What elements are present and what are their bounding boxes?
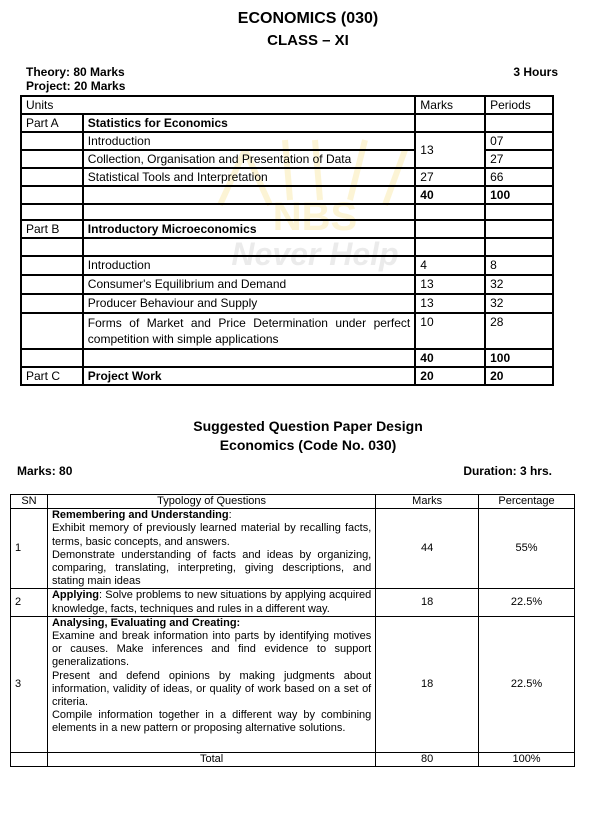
- subtotal-row: [21, 349, 553, 367]
- exam-hours: 3 Hours: [513, 65, 558, 79]
- part-marks: 20: [415, 367, 485, 385]
- row-marks: 44: [376, 509, 479, 589]
- header-typology: Typology of Questions: [47, 495, 375, 509]
- row-sn: 2: [11, 589, 48, 616]
- typology-cell: [47, 509, 375, 589]
- typology-line: Demonstrate understanding of facts and ideas by organizing, comparing, translating, interpreting, giving descriptions, and stating main ideas: [51, 548, 372, 588]
- typology-cell: [47, 589, 375, 616]
- unit-name: Statistical Tools and Interpretation: [83, 168, 415, 186]
- unit-name: Consumer's Equilibrium and Demand: [83, 275, 415, 294]
- header-sn: SN: [11, 495, 48, 509]
- row-percentage: 22.5%: [479, 616, 575, 752]
- design-subtitle: Economics (Code No. 030): [219, 437, 397, 453]
- typology-heading: Analysing, Evaluating and Creating:: [51, 616, 241, 629]
- class-label: CLASS – XI: [267, 32, 349, 49]
- watermark-text-main: NBS: [272, 195, 358, 239]
- part-c-row: [21, 367, 553, 385]
- unit-periods: 27: [485, 150, 553, 168]
- row-sn: 3: [11, 616, 48, 752]
- unit-periods: 32: [485, 294, 553, 313]
- header-marks: Marks: [415, 96, 485, 114]
- subtotal-marks: 40: [415, 186, 485, 204]
- total-label: Total: [47, 752, 375, 766]
- table-header-row: [21, 96, 553, 114]
- document-title: ECONOMICS (030): [237, 10, 379, 27]
- design-title: Suggested Question Paper Design: [193, 418, 423, 434]
- typology-text: Solve problems to new situations by applying acquired knowledge, facts, techniques and rules in a different way.: [51, 589, 372, 615]
- row-percentage: 22.5%: [479, 589, 575, 616]
- heading-suffix: :: [228, 509, 232, 522]
- theory-marks: Theory: 80 Marks: [26, 65, 125, 79]
- table-row: [21, 275, 553, 294]
- part-title: Project Work: [83, 367, 415, 385]
- row-marks: 18: [376, 589, 479, 616]
- design-duration: Duration: 3 hrs.: [463, 464, 552, 478]
- typology-line: Examine and break information into parts by identifying motives or causes. Make inferences and find evidence to support generalizations.: [51, 630, 372, 669]
- unit-name: Producer Behaviour and Supply: [83, 294, 415, 313]
- part-label: Part A: [21, 114, 83, 132]
- part-a-row: [21, 114, 553, 132]
- unit-marks: 13: [415, 275, 485, 294]
- unit-periods: 28: [485, 313, 553, 349]
- table-row: [21, 168, 553, 186]
- unit-name: Collection, Organisation and Presentation of Data: [83, 150, 415, 168]
- spacer-row: [21, 238, 553, 256]
- row-marks: 18: [376, 616, 479, 752]
- unit-name: Forms of Market and Price Determination under perfect competition with simple applications: [83, 313, 415, 349]
- unit-periods: 07: [485, 132, 553, 150]
- typology-line: Compile information together in a different way by combining elements in a new pattern or proposing alternative solutions.: [51, 709, 372, 735]
- table-row: [21, 256, 553, 275]
- unit-marks: 13: [415, 294, 485, 313]
- header-percentage: Percentage: [479, 495, 575, 509]
- header-units: Units: [21, 96, 415, 114]
- total-row: [11, 752, 575, 766]
- typology-heading: Remembering and Understanding: [51, 509, 229, 522]
- subtotal-row: [21, 186, 553, 204]
- table-row: [21, 294, 553, 313]
- header-marks: Marks: [376, 495, 479, 509]
- watermark-text-sub: Never Help: [231, 236, 399, 272]
- part-title: Statistics for Economics: [83, 114, 415, 132]
- typology-line: Exhibit memory of previously learned material by recalling facts, terms, basic concepts, and answers.: [51, 522, 372, 548]
- unit-name: Introduction: [83, 132, 415, 150]
- table-header-row: [11, 495, 575, 509]
- subtotal-periods: 100: [485, 349, 553, 367]
- table-row: [21, 313, 553, 349]
- part-periods: 20: [485, 367, 553, 385]
- part-title: Introductory Microeconomics: [83, 220, 415, 238]
- table-row: [11, 589, 575, 616]
- part-label: Part C: [21, 367, 83, 385]
- part-b-row: [21, 220, 553, 238]
- header-periods: Periods: [485, 96, 553, 114]
- unit-marks: 13: [415, 132, 485, 168]
- row-percentage: 55%: [479, 509, 575, 589]
- unit-marks: 27: [415, 168, 485, 186]
- subtotal-periods: 100: [485, 186, 553, 204]
- unit-name: Introduction: [83, 256, 415, 275]
- spacer-row: [21, 204, 553, 220]
- unit-periods: 32: [485, 275, 553, 294]
- table-row: [11, 509, 575, 589]
- row-sn: 1: [11, 509, 48, 589]
- table-row: [21, 132, 553, 150]
- unit-marks: 4: [415, 256, 485, 275]
- subtotal-marks: 40: [415, 349, 485, 367]
- project-marks: Project: 20 Marks: [26, 79, 126, 93]
- unit-periods: 66: [485, 168, 553, 186]
- heading-suffix: :: [99, 589, 103, 602]
- table-row: [11, 616, 575, 752]
- total-percentage: 100%: [479, 752, 575, 766]
- typology-line: Present and defend opinions by making judgments about information, validity of ideas, or quality of work based on a set of criteria.: [51, 669, 372, 709]
- unit-marks: 10: [415, 313, 485, 349]
- typology-heading: Applying: [51, 589, 100, 602]
- unit-periods: 8: [485, 256, 553, 275]
- question-paper-table: [10, 494, 575, 767]
- typology-cell: [47, 616, 375, 752]
- syllabus-table: [20, 95, 554, 386]
- design-marks: Marks: 80: [17, 464, 73, 478]
- part-label: Part B: [21, 220, 83, 238]
- total-marks: 80: [376, 752, 479, 766]
